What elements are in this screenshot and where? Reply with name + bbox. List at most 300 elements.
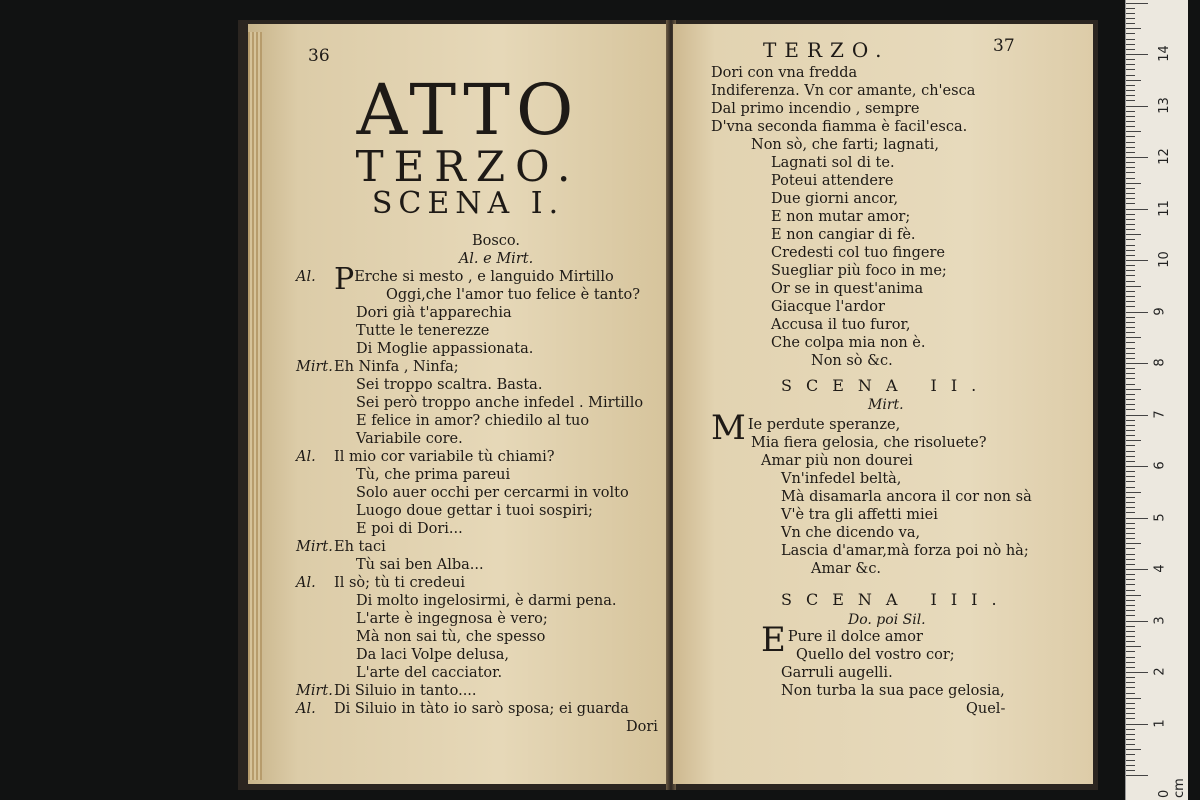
text-line	[711, 506, 1081, 524]
ruler-tick	[1126, 106, 1148, 107]
ruler-tick	[1126, 322, 1135, 323]
line-text: Bosco.	[471, 233, 521, 249]
ruler-tick	[1126, 487, 1135, 488]
ruler-tick	[1126, 332, 1135, 333]
ruler-tick	[1126, 760, 1135, 761]
ruler-tick	[1126, 121, 1135, 122]
line-text: Dori	[626, 719, 658, 735]
page-edge-stack	[248, 32, 262, 780]
text-line	[296, 700, 666, 718]
line-text: Garruli augelli.	[781, 665, 893, 681]
ruler-tick	[1126, 739, 1135, 740]
line-text: Che colpa mia non è.	[771, 335, 926, 351]
text-line	[296, 682, 666, 700]
line-text: L'arte è ingegnosa è vero;	[356, 611, 548, 627]
ruler-tick	[1126, 641, 1135, 642]
ruler-tick	[1126, 245, 1135, 246]
ruler-tick	[1126, 183, 1141, 184]
text-line	[711, 470, 1081, 488]
ruler-tick	[1126, 651, 1135, 652]
ruler-tick	[1126, 260, 1148, 261]
line-text: Vn che dicendo va,	[781, 525, 921, 541]
ruler-tick	[1126, 33, 1135, 34]
speaker-label: Al.	[296, 701, 316, 717]
speaker-label: Al.	[296, 575, 316, 591]
ruler-number: 1	[1152, 718, 1168, 728]
text-line	[711, 664, 1081, 682]
line-text: Sei troppo scaltra. Basta.	[356, 377, 543, 393]
ruler-tick	[1126, 621, 1148, 622]
measurement-ruler	[1125, 0, 1188, 800]
ruler-number: 13	[1156, 96, 1172, 114]
ruler-tick	[1126, 265, 1135, 266]
ruler-tick	[1126, 718, 1135, 719]
ruler-tick	[1126, 167, 1135, 168]
ruler-number: 14	[1156, 45, 1172, 62]
ruler-number: 6	[1152, 461, 1168, 470]
text-line	[711, 316, 1081, 334]
line-text: Quel-	[966, 701, 1006, 717]
ruler-tick	[1126, 126, 1135, 127]
ruler-tick	[1126, 754, 1135, 755]
text-line	[711, 334, 1081, 352]
ruler-number: 8	[1152, 358, 1168, 367]
line-text: Oggi,che l'amor tuo felice è tanto?	[386, 287, 641, 303]
ruler-tick	[1126, 162, 1135, 163]
ruler-tick	[1126, 440, 1141, 441]
ruler-tick	[1126, 564, 1135, 565]
text-line	[326, 520, 666, 538]
ruler-tick	[1126, 111, 1135, 112]
line-text: Erche si mesto , e languido Mirtillo	[354, 269, 614, 285]
ruler-tick	[1126, 662, 1135, 663]
right-text-lines-b	[711, 408, 1081, 578]
speaker-label: Al.	[296, 269, 316, 285]
text-line	[711, 542, 1081, 560]
ruler-tick	[1126, 54, 1148, 55]
ruler-tick	[1126, 600, 1135, 601]
text-line	[711, 100, 1081, 118]
line-text: Dal primo incendio , sempre	[711, 101, 920, 117]
ruler-tick	[1126, 687, 1135, 688]
text-line	[326, 286, 666, 304]
ruler-tick	[1126, 59, 1135, 60]
line-text: E felice in amor? chiedilo al tuo	[356, 413, 590, 429]
line-text: Di Moglie appassionata.	[356, 341, 534, 357]
line-text: Luogo doue gettar i tuoi sospiri;	[356, 503, 593, 519]
ruler-tick	[1126, 18, 1135, 19]
ruler-tick	[1126, 492, 1141, 493]
line-text: Or se in quest'anima	[771, 281, 924, 297]
text-line	[326, 250, 666, 268]
ruler-tick	[1126, 389, 1141, 390]
open-book	[238, 20, 1098, 790]
ruler-tick	[1126, 538, 1135, 539]
ruler-tick	[1126, 353, 1135, 354]
ruler-tick	[1126, 44, 1135, 45]
ruler-tick	[1126, 368, 1135, 369]
line-text: Tù sai ben Alba...	[356, 557, 484, 573]
text-line	[711, 682, 1081, 700]
line-text: Eh taci	[334, 539, 386, 555]
ruler-tick	[1126, 250, 1135, 251]
line-text: Tù, che prima pareui	[356, 467, 511, 483]
ruler-tick	[1126, 373, 1135, 374]
ruler-tick	[1126, 677, 1135, 678]
text-line	[711, 226, 1081, 244]
ruler-tick	[1126, 543, 1141, 544]
line-text: Solo auer occhi per cercarmi in volto	[356, 485, 629, 501]
drop-capital: M	[711, 408, 746, 448]
line-text: Indiferenza. Vn cor amante, ch'esca	[711, 83, 976, 99]
ruler-tick	[1126, 219, 1135, 220]
line-text: Due giorni ancor,	[771, 191, 899, 207]
ruler-tick	[1126, 435, 1135, 436]
line-text: Giacque l'ardor	[771, 299, 885, 315]
ruler-tick	[1126, 626, 1135, 627]
ruler-tick	[1126, 28, 1141, 29]
ruler-tick	[1126, 224, 1135, 225]
text-line	[326, 304, 666, 322]
ruler-tick	[1126, 466, 1148, 467]
ruler-tick	[1126, 23, 1135, 24]
line-text: Il sò; tù ti credeui	[334, 575, 465, 591]
text-line	[711, 434, 1081, 452]
line-text: Al. e Mirt.	[458, 251, 534, 267]
ruler-tick	[1126, 291, 1135, 292]
ruler-tick	[1126, 548, 1135, 549]
ruler-tick	[1126, 69, 1135, 70]
scene-heading: SCENA I.	[371, 186, 565, 221]
ruler-number: 11	[1156, 199, 1172, 217]
ruler-tick	[1126, 13, 1135, 14]
ruler-tick	[1126, 497, 1135, 498]
ruler-tick	[1126, 590, 1135, 591]
ruler-tick	[1126, 136, 1135, 137]
right-page	[673, 24, 1093, 784]
ruler-number: 0 cm	[1157, 778, 1187, 798]
left-page	[248, 24, 668, 784]
text-line	[711, 352, 1081, 370]
ruler-tick	[1126, 3, 1148, 4]
ruler-tick	[1126, 770, 1135, 771]
text-line	[711, 190, 1081, 208]
line-text: Mia fiera gelosia, che risoluete?	[751, 435, 987, 451]
ruler-tick	[1126, 255, 1135, 256]
ruler-tick	[1126, 39, 1135, 40]
text-line	[711, 136, 1081, 154]
ruler-tick	[1126, 579, 1135, 580]
ruler-tick	[1126, 214, 1135, 215]
line-text: Lagnati sol di te.	[771, 155, 895, 171]
ruler-tick	[1126, 281, 1135, 282]
ruler-tick	[1126, 399, 1135, 400]
speaker-label: Mirt.	[296, 359, 333, 375]
ruler-tick	[1126, 275, 1135, 276]
ruler-tick	[1126, 451, 1135, 452]
line-text: Variabile core.	[356, 431, 463, 447]
text-line	[326, 394, 666, 412]
ruler-tick	[1126, 507, 1135, 508]
running-head: TERZO.	[763, 38, 890, 62]
ruler-tick	[1126, 512, 1135, 513]
ruler-tick	[1126, 713, 1135, 714]
ruler-tick	[1126, 445, 1135, 446]
text-line	[326, 610, 666, 628]
ruler-tick	[1126, 172, 1135, 173]
speaker-label: Mirt.	[296, 683, 333, 699]
ruler-tick	[1126, 8, 1135, 9]
line-text: Vn'infedel beltà,	[781, 471, 902, 487]
text-line	[326, 340, 666, 358]
ruler-tick	[1126, 85, 1135, 86]
ruler-tick	[1126, 708, 1135, 709]
ruler-tick	[1126, 420, 1135, 421]
ruler-tick	[1126, 425, 1135, 426]
text-line	[711, 452, 1081, 470]
ruler-tick	[1126, 471, 1135, 472]
speaker-label: Al.	[296, 449, 316, 465]
line-text: Pure il dolce amor	[787, 629, 923, 645]
ruler-tick	[1126, 203, 1135, 204]
text-line	[326, 592, 666, 610]
ruler-number: 3	[1152, 615, 1168, 625]
ruler-number: 4	[1152, 564, 1168, 573]
line-text: Non sò &c.	[811, 353, 893, 369]
ruler-tick	[1126, 610, 1135, 611]
line-text: Lascia d'amar,mà forza poi nò hà;	[781, 543, 1029, 559]
ruler-tick	[1126, 404, 1135, 405]
line-text: Di molto ingelosirmi, è darmi pena.	[356, 593, 617, 609]
text-line	[326, 502, 666, 520]
line-text: Eh Ninfa , Ninfa;	[334, 359, 459, 375]
text-line	[711, 280, 1081, 298]
text-line	[326, 376, 666, 394]
text-line	[711, 64, 1081, 82]
scene-heading-3: SCENA III.	[781, 590, 1011, 609]
ruler-tick	[1126, 327, 1135, 328]
scene-speaker: Mirt.	[868, 397, 904, 413]
text-line	[326, 466, 666, 484]
act-number: TERZO.	[355, 142, 581, 191]
ruler-tick	[1126, 595, 1141, 596]
ruler-tick	[1126, 631, 1135, 632]
text-line	[326, 412, 666, 430]
ruler-tick	[1126, 348, 1135, 349]
ruler-tick	[1126, 667, 1135, 668]
ruler-tick	[1126, 518, 1148, 519]
text-line	[326, 628, 666, 646]
text-line	[711, 700, 1081, 718]
ruler-tick	[1126, 142, 1135, 143]
line-text: Ie perdute speranze,	[747, 417, 901, 433]
text-line	[326, 484, 666, 502]
ruler-tick	[1126, 409, 1135, 410]
ruler-tick	[1126, 239, 1135, 240]
drop-capital: P	[334, 262, 355, 297]
text-line	[326, 556, 666, 574]
line-text: Non sò, che farti; lagnati,	[751, 137, 939, 153]
ruler-tick	[1126, 775, 1148, 776]
ruler-tick	[1126, 749, 1141, 750]
line-text: Poteui attendere	[771, 173, 894, 189]
ruler-tick	[1126, 337, 1141, 338]
act-title: ATTO	[356, 69, 580, 151]
ruler-number: 5	[1152, 512, 1168, 522]
ruler-tick	[1126, 461, 1135, 462]
line-text: Da laci Volpe delusa,	[356, 647, 510, 663]
ruler-tick	[1126, 559, 1135, 560]
ruler-tick	[1126, 502, 1135, 503]
page-number: 36	[308, 46, 330, 66]
line-text: Di Siluio in tanto....	[334, 683, 477, 699]
ruler-tick	[1126, 188, 1135, 189]
ruler-tick	[1126, 724, 1148, 725]
text-line	[326, 430, 666, 448]
ruler-tick	[1126, 554, 1135, 555]
ruler-tick	[1126, 95, 1135, 96]
ruler-tick	[1126, 574, 1135, 575]
line-text: Credesti col tuo fingere	[771, 245, 945, 261]
line-text: Il mio cor variabile tù chiami?	[334, 449, 555, 465]
ruler-tick	[1126, 523, 1135, 524]
drop-capital: E	[761, 620, 786, 660]
ruler-tick	[1126, 234, 1141, 235]
ruler-number: 2	[1152, 667, 1168, 676]
text-line	[711, 82, 1081, 100]
text-line	[711, 488, 1081, 506]
ruler-tick	[1126, 64, 1135, 65]
line-text: L'arte del cacciator.	[356, 665, 503, 681]
ruler-tick	[1126, 528, 1135, 529]
page-number: 37	[993, 36, 1015, 56]
ruler-tick	[1126, 569, 1148, 570]
line-text: E non mutar amor;	[771, 209, 911, 225]
ruler-tick	[1126, 286, 1141, 287]
right-text-lines-a	[711, 64, 1081, 370]
ruler-tick	[1126, 476, 1135, 477]
text-line	[711, 524, 1081, 542]
line-text: Dori con vna fredda	[711, 65, 858, 81]
ruler-tick	[1126, 116, 1135, 117]
ruler-tick	[1126, 229, 1135, 230]
ruler-tick	[1126, 533, 1135, 534]
ruler-number: 9	[1152, 306, 1168, 316]
line-text: Amar &c.	[811, 561, 882, 577]
line-text: Mà non sai tù, che spesso	[356, 629, 546, 645]
ruler-tick	[1126, 209, 1148, 210]
text-line	[711, 646, 1081, 664]
ruler-tick	[1126, 358, 1135, 359]
ruler-tick	[1126, 306, 1135, 307]
text-line	[296, 358, 666, 376]
ruler-tick	[1126, 178, 1135, 179]
ruler-tick	[1126, 301, 1135, 302]
text-line	[326, 322, 666, 340]
text-line	[711, 244, 1081, 262]
ruler-tick	[1126, 270, 1135, 271]
speaker-label: Mirt.	[296, 539, 333, 555]
line-text: Mà disamarla ancora il cor non sà	[781, 489, 1032, 505]
text-line	[711, 208, 1081, 226]
ruler-tick	[1126, 157, 1148, 158]
line-text: Dori già t'apparechia	[356, 305, 512, 321]
ruler-tick	[1126, 296, 1135, 297]
ruler-tick	[1126, 198, 1135, 199]
text-line	[711, 262, 1081, 280]
ruler-tick	[1126, 131, 1141, 132]
ruler-tick	[1126, 481, 1135, 482]
line-text: Suegliar più foco in me;	[771, 263, 947, 279]
ruler-tick	[1126, 693, 1135, 694]
ruler-tick	[1126, 415, 1148, 416]
text-line	[326, 232, 666, 250]
line-text: Quello del vostro cor;	[796, 647, 955, 663]
text-line	[296, 574, 666, 592]
ruler-tick	[1126, 49, 1135, 50]
line-text: Sei però troppo anche infedel . Mirtillo	[356, 395, 644, 411]
text-line	[711, 118, 1081, 136]
line-text: Non turba la sua pace gelosia,	[781, 683, 1005, 699]
scene-speaker: Do. poi Sil.	[848, 612, 926, 628]
line-text: Amar più non dourei	[761, 453, 913, 469]
text-line	[326, 718, 666, 736]
ruler-number: 12	[1156, 148, 1172, 165]
scene-heading-2: SCENA II.	[781, 376, 991, 395]
ruler-tick	[1126, 744, 1135, 745]
ruler-tick	[1126, 100, 1135, 101]
ruler-tick	[1126, 672, 1148, 673]
ruler-number: 10	[1156, 251, 1172, 268]
text-line	[296, 538, 666, 556]
text-line	[296, 448, 666, 466]
ruler-tick	[1126, 734, 1135, 735]
ruler-tick	[1126, 615, 1135, 616]
ruler-tick	[1126, 378, 1135, 379]
text-line	[711, 172, 1081, 190]
ruler-tick	[1126, 152, 1135, 153]
ruler-tick	[1126, 657, 1135, 658]
line-text: Tutte le tenerezze	[356, 323, 490, 339]
ruler-tick	[1126, 80, 1141, 81]
ruler-tick	[1126, 765, 1135, 766]
ruler-tick	[1126, 342, 1135, 343]
line-text: E non cangiar di fè.	[771, 227, 916, 243]
ruler-tick	[1126, 703, 1135, 704]
ruler-tick	[1126, 430, 1135, 431]
left-text-lines	[296, 232, 666, 736]
ruler-number: 7	[1152, 409, 1168, 419]
ruler-tick	[1126, 394, 1135, 395]
ruler-tick	[1126, 193, 1135, 194]
ruler-tick	[1126, 584, 1135, 585]
ruler-tick	[1126, 384, 1135, 385]
ruler-tick	[1126, 456, 1135, 457]
text-line	[711, 560, 1081, 578]
ruler-tick	[1126, 729, 1135, 730]
text-line	[711, 154, 1081, 172]
text-line	[326, 664, 666, 682]
line-text: D'vna seconda fiamma è facil'esca.	[711, 119, 968, 135]
ruler-tick	[1126, 90, 1135, 91]
text-line	[711, 298, 1081, 316]
text-line	[326, 646, 666, 664]
ruler-tick	[1126, 646, 1141, 647]
ruler-tick	[1126, 312, 1148, 313]
ruler-tick	[1126, 363, 1148, 364]
line-text: E poi di Dori...	[356, 521, 463, 537]
ruler-tick	[1126, 682, 1135, 683]
